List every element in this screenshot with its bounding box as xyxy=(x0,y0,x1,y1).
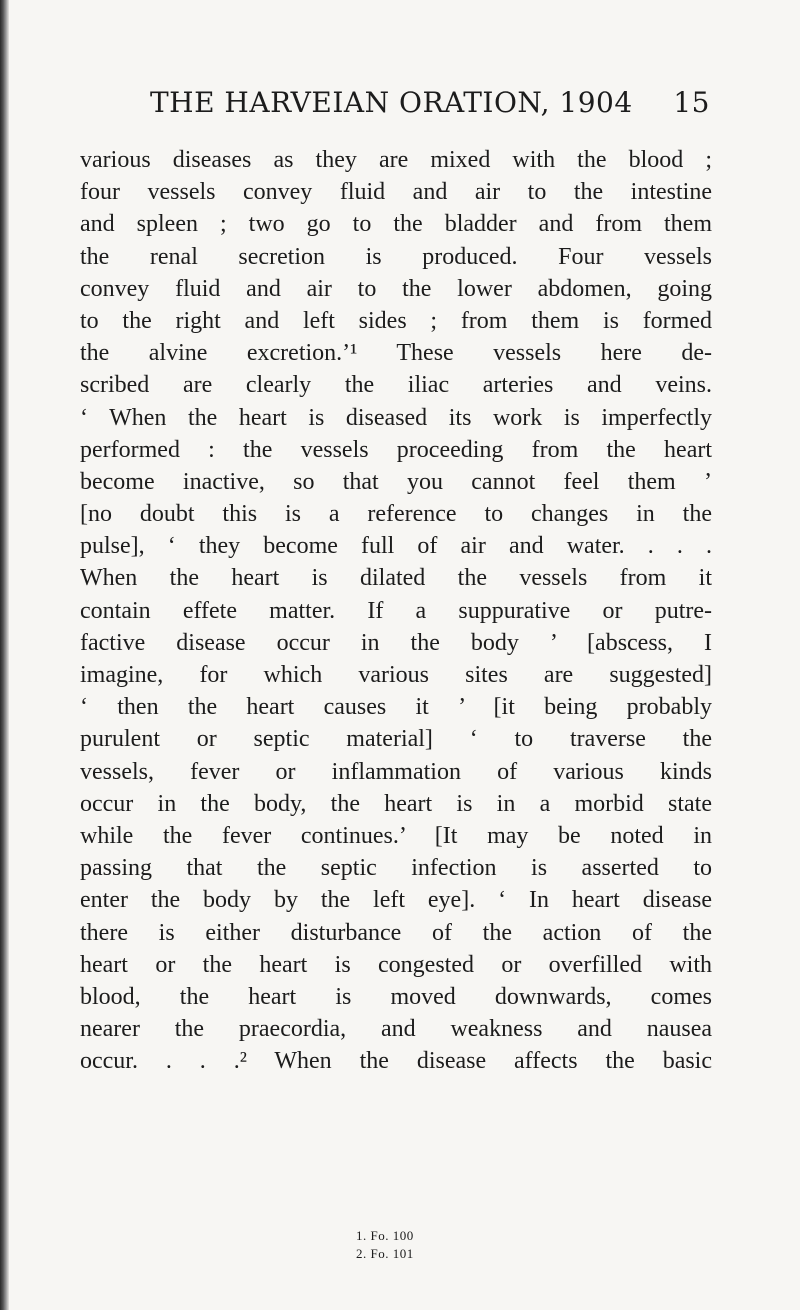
text-line: occur. . . .² When the disease affects the basic xyxy=(80,1048,712,1075)
text-line: the renal secretion is produced. Four vessels xyxy=(80,243,712,270)
text-line: ‘ then the heart causes it ’ [it being probably xyxy=(80,694,712,721)
text-line: contain effete matter. If a suppurative or putre- xyxy=(80,597,712,624)
footnotes xyxy=(356,1227,414,1263)
text-line: convey fluid and air to the lower abdomen, going xyxy=(80,275,712,302)
text-line: blood, the heart is moved downwards, comes xyxy=(80,983,712,1010)
text-line: imagine, for which various sites are suggested] xyxy=(80,662,712,688)
text-line: the alvine excretion.’¹ These vessels here de- xyxy=(80,340,712,367)
text-line: factive disease occur in the body ’ [abscess, I xyxy=(80,629,712,656)
text-line: purulent or septic material] ‘ to traverse the xyxy=(80,726,712,753)
text-line: ‘ When the heart is diseased its work is imperfectly xyxy=(80,404,712,431)
text-line: enter the body by the left eye]. ‘ In heart disease xyxy=(80,887,712,914)
text-line: heart or the heart is congested or overfilled with xyxy=(80,951,712,978)
text-line: and spleen ; two go to the bladder and from them xyxy=(80,211,712,238)
book-spine-edge xyxy=(0,0,9,1310)
text-line: four vessels convey fluid and air to the intestine xyxy=(80,179,712,206)
text-line: there is either disturbance of the action of the xyxy=(80,919,712,946)
text-line: various diseases as they are mixed with the blood ; xyxy=(80,147,712,173)
page-number: 15 xyxy=(673,86,710,119)
text-line: vessels, fever or inflammation of various kinds xyxy=(80,758,712,785)
text-line: performed : the vessels proceeding from the heart xyxy=(80,436,712,463)
text-line: become inactive, so that you cannot feel them ’ xyxy=(80,468,712,495)
text-line: pulse], ‘ they become full of air and water. . . . xyxy=(80,533,712,560)
text-line: When the heart is dilated the vessels from it xyxy=(80,565,712,592)
text-line: [no doubt this is a reference to changes in the xyxy=(80,501,712,528)
text-line: occur in the body, the heart is in a morbid state xyxy=(80,790,712,817)
body-text xyxy=(80,144,712,1077)
running-title: THE HARVEIAN ORATION, 1904 xyxy=(150,86,633,119)
text-line: passing that the septic infection is asserted to xyxy=(80,855,712,882)
text-line: scribed are clearly the iliac arteries and veins. xyxy=(80,372,712,399)
footnote: 2. Fo. 101 xyxy=(356,1246,414,1261)
text-line: while the fever continues.’ [It may be noted in xyxy=(80,822,712,849)
text-line: nearer the praecordia, and weakness and nausea xyxy=(80,1016,712,1043)
text-line: to the right and left sides ; from them is formed xyxy=(80,307,712,334)
footnote: 1. Fo. 100 xyxy=(356,1228,414,1243)
running-header xyxy=(150,86,710,122)
